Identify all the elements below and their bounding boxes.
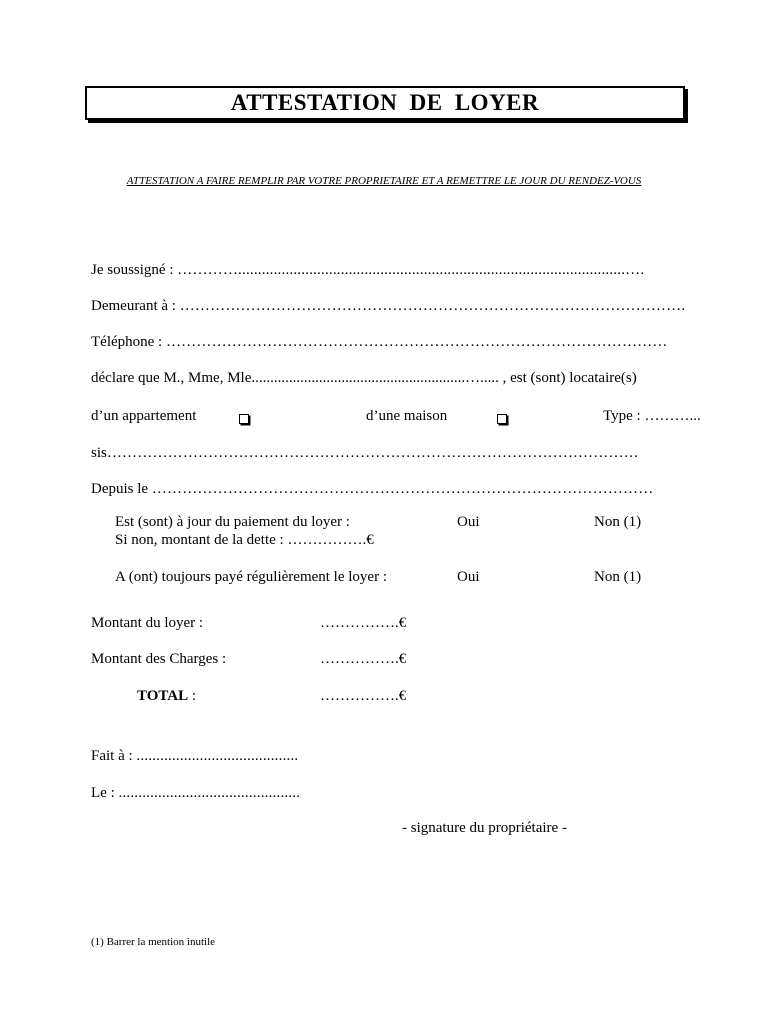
total-label-row	[137, 688, 196, 705]
fait-a-row	[91, 748, 298, 765]
le-label: Le :	[91, 785, 115, 801]
sis-label: sis	[91, 445, 107, 461]
maison-label: d’une maison	[366, 408, 448, 424]
le-field[interactable]: ..............................................	[118, 785, 301, 801]
sis-field[interactable]: ……………………………………………………………………………………………	[106, 445, 639, 461]
regularite-question: A (ont) toujours payé régulièrement le loyer :	[115, 569, 387, 585]
soussigne-label: Je soussigné :	[91, 262, 174, 278]
telephone-field[interactable]: ………………………………………………………………………………………	[165, 334, 668, 350]
demeurant-label: Demeurant à :	[91, 298, 176, 314]
appartement-checkbox[interactable]	[239, 412, 249, 430]
demeurant-row	[91, 298, 685, 315]
total-label: TOTAL	[137, 688, 189, 704]
footnote: (1) Barrer la mention inutile	[91, 936, 216, 948]
appartement-label: d’un appartement	[91, 408, 197, 424]
dette-field[interactable]: Si non, montant de la dette : …………….€	[115, 532, 374, 548]
maison-checkbox[interactable]	[497, 412, 507, 430]
depuis-row	[91, 481, 653, 498]
demeurant-field[interactable]: ……………………………………………………………………………………….	[179, 298, 686, 314]
paiement-question: Est (sont) à jour du paiement du loyer :	[115, 514, 350, 530]
telephone-row	[91, 334, 668, 351]
type-field[interactable]: Type : ………...	[603, 408, 701, 424]
soussigne-row	[91, 262, 644, 279]
soussigne-field[interactable]: …………..................................................................................................….	[177, 262, 645, 278]
depuis-field[interactable]: ………………………………………………………………………………………	[151, 481, 654, 497]
fait-a-label: Fait à :	[91, 748, 133, 764]
declare-row[interactable]: déclare que M., Mme, Mle.........................................................…..... , est (sont) locataire(s)	[91, 370, 637, 386]
instruction-text: ATTESTATION A FAIRE REMPLIR PAR VOTRE PROPRIETAIRE ET A REMETTRE LE JOUR DU RENDEZ-VOUS	[126, 175, 642, 187]
telephone-label: Téléphone :	[91, 334, 163, 350]
regularite-non[interactable]: Non (1)	[594, 569, 642, 585]
montant-charges-label: Montant des Charges :	[91, 651, 227, 667]
montant-loyer-field[interactable]: …………….€	[320, 615, 407, 631]
signature-label: - signature du propriétaire -	[402, 820, 567, 836]
fait-a-field[interactable]: .........................................	[136, 748, 299, 764]
total-field[interactable]: …………….€	[320, 688, 407, 704]
document-title: ATTESTATION DE LOYER	[230, 90, 540, 115]
montant-charges-field[interactable]: …………….€	[320, 651, 407, 667]
le-row	[91, 785, 300, 802]
depuis-label: Depuis le	[91, 481, 149, 497]
montant-loyer-label: Montant du loyer :	[91, 615, 204, 631]
paiement-oui[interactable]: Oui	[457, 514, 480, 530]
sis-row	[91, 445, 639, 462]
total-colon: :	[188, 688, 197, 704]
regularite-oui[interactable]: Oui	[457, 569, 480, 585]
paiement-non[interactable]: Non (1)	[594, 514, 642, 530]
title-box	[85, 86, 685, 120]
